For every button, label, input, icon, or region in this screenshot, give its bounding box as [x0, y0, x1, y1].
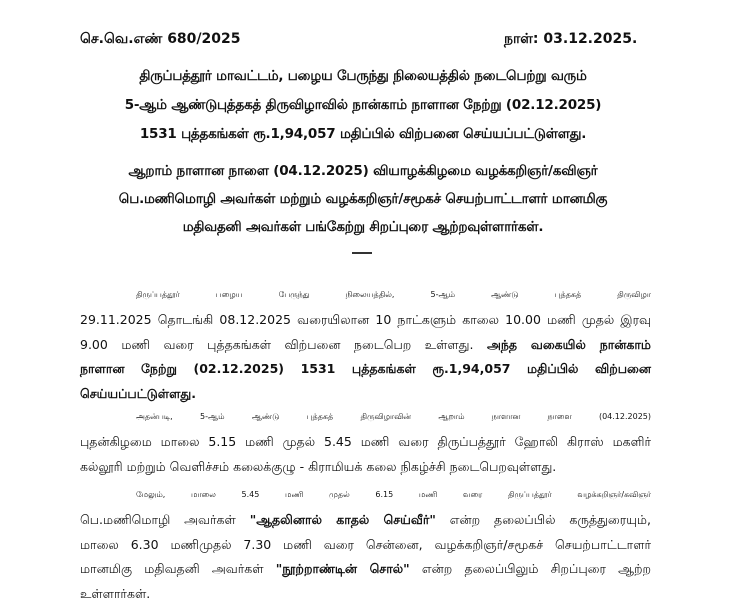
- heading2-line2: பெ.மணிமொழி அவர்கள் மற்றும் வழக்கறிஞர்/சமூகச் செயற்பாட்டாளர் மானமிகு: [118, 191, 608, 207]
- para3-line4-a: மானமிகு மதிவதனி அவர்கள்: [80, 561, 264, 577]
- para2-line2: புதன்கிழமை மாலை 5.15 மணி முதல் 5.45 மணி வரை திருப்பத்தூர் ஹோலி கிராஸ் மகளிர்: [80, 433, 651, 449]
- heading2-line1: ஆறாம் நாளான நாளை (04.12.2025) வியாழக்கிழமை வழக்கறிஞர்/கவிஞர்: [128, 163, 598, 179]
- reference-number: செ.வெ.எண் 680/2025: [80, 31, 241, 47]
- heading2-line3: மதிவதனி அவர்கள் பங்கேற்று சிறப்புரை ஆற்றவுள்ளார்கள்.: [182, 219, 544, 235]
- paragraph-1: [80, 283, 651, 407]
- para3-line4-c: என்ற தலைப்பிலும் சிறப்புரை ஆற்ற: [421, 561, 651, 577]
- para1-line1: திருப்பத்தூர் பழைய பேருந்து நிலையத்தில், 5-ஆம் ஆண்டு புத்தகத் திருவிழா: [136, 290, 651, 299]
- para1-line5: செய்யப்பட்டுள்ளது.: [80, 386, 196, 402]
- para3-line2-a: பெ.மணிமொழி அவர்கள்: [80, 511, 236, 527]
- para1-line4: நாளான நேற்று (02.12.2025) 1531 புத்தகங்கள் ரூ.1,94,057 மதிப்பில் விற்பனை: [80, 361, 651, 377]
- separator-rule: [352, 252, 372, 254]
- para3-line3: மாலை 6.30 மணிமுதல் 7.30 மணி வரை சென்னை, வழக்கறிஞர்/சமூகச் செயற்பாட்டாளர்: [80, 536, 651, 552]
- para3-line1: மேலும், மாலை 5.45 மணி முதல் 6.15 மணி வரை திருப்பத்தூர் வழக்கறிஞர்/கவிஞர்: [136, 490, 651, 499]
- para1-line3-bold: அந்த வகையில் நான்காம்: [486, 336, 651, 352]
- heading1-line3: 1531 புத்தகங்கள் ரூ.1,94,057 மதிப்பில் விற்பனை செய்யப்பட்டுள்ளது.: [139, 126, 587, 142]
- para3-line5: உள்ளார்கள்.: [80, 586, 151, 602]
- para3-line4: [80, 557, 651, 582]
- para2-line1: அதன்படி, 5-ஆம் ஆண்டு புத்தகத் திருவிழாவின் ஆறாம் நாளான நாளை (04.12.2025): [136, 412, 651, 421]
- para3-title-quote: "ஆதலினால் காதல் செய்வீர்": [249, 511, 436, 527]
- para1-line3: [80, 333, 651, 358]
- heading1-line1: திருப்பத்தூர் மாவட்டம், பழைய பேருந்து நிலையத்தில் நடைபெற்று வரும்: [139, 68, 587, 84]
- heading1-line2: 5-ஆம் ஆண்டுபுத்தகத் திருவிழாவில் நான்காம் நாளான நேற்று (02.12.2025): [124, 97, 602, 113]
- para3-line2-c: என்ற தலைப்பில் கருத்துரையும்,: [449, 511, 651, 527]
- paragraph-3: [80, 483, 651, 607]
- para1-line3-plain: 9.00 மணி வரை புத்தகங்கள் விற்பனை நடைபெற உள்ளது.: [80, 336, 474, 352]
- para3-title-quote-2: "நூற்றாண்டின் சொல்": [275, 561, 410, 577]
- para1-line2: 29.11.2025 தொடங்கி 08.12.2025 வரையிலான 10 நாட்களும் காலை 10.00 மணி முதல் இரவு: [80, 311, 651, 327]
- paragraph-2: [80, 405, 651, 479]
- release-date: நாள்: 03.12.2025.: [504, 31, 638, 47]
- para2-line3: கல்லூரி மற்றும் வெளிச்சம் கலைக்குழு - கிராமியக் கலை நிகழ்ச்சி நடைபெறவுள்ளது.: [80, 458, 557, 474]
- para3-line2: [80, 508, 651, 533]
